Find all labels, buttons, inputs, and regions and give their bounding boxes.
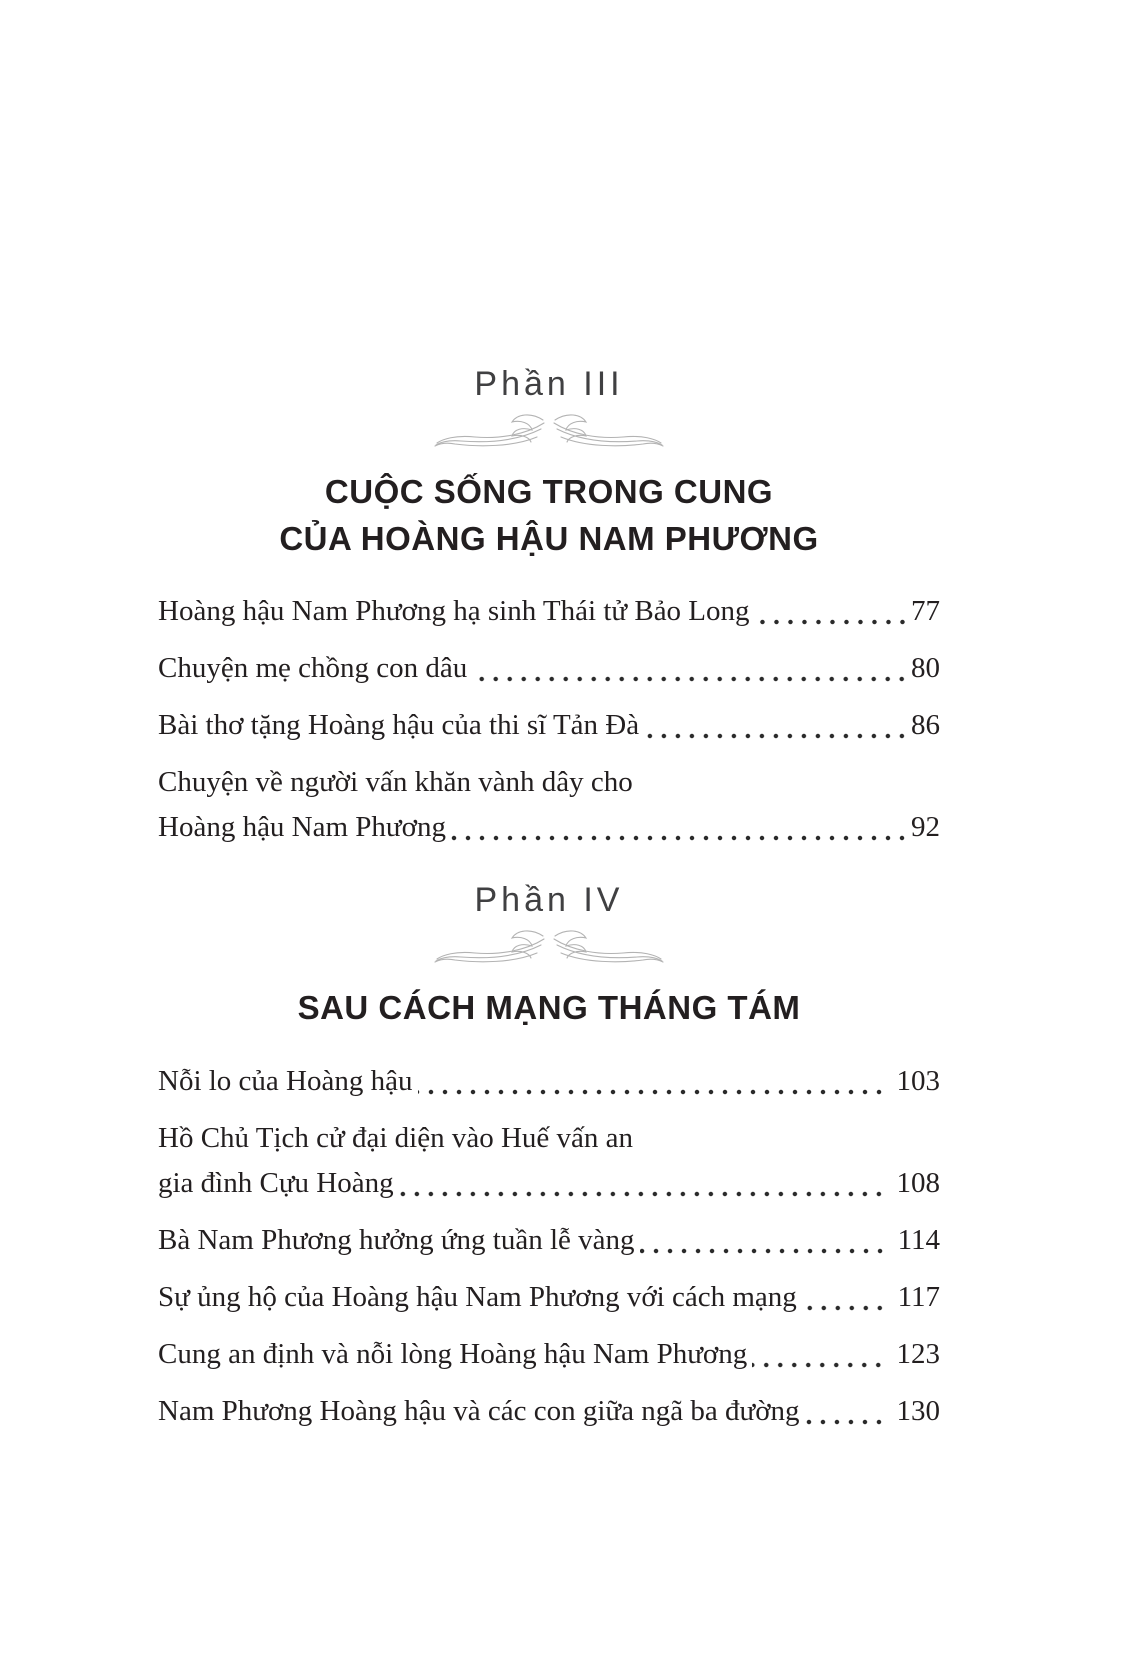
page-number: 130: [896, 1394, 940, 1427]
part-label: Phần III: [474, 365, 624, 403]
toc-entry: [158, 1332, 940, 1377]
dot-leader: [399, 1161, 887, 1206]
dot-leader: [805, 1389, 887, 1434]
page-number: 92: [911, 811, 940, 844]
entry-title: gia đình Cựu Hoàng: [158, 1166, 394, 1199]
section-divider-flourish-icon: [158, 410, 940, 452]
toc-entry: [158, 589, 940, 634]
dot-leader: [640, 1218, 888, 1263]
page-number: 77: [911, 595, 940, 628]
entry-last-line: [158, 589, 940, 634]
toc-entry: [158, 1389, 940, 1434]
page-number: 108: [896, 1166, 940, 1199]
page-number: 86: [911, 709, 940, 742]
page-number: 114: [897, 1223, 940, 1256]
entry-last-line: [158, 703, 940, 748]
entry-title: Chuyện mẹ chồng con dâu: [158, 652, 468, 685]
toc-entry: [158, 1275, 940, 1320]
entry-title: Cung an định và nỗi lòng Hoàng hậu Nam Phương: [158, 1337, 748, 1370]
page-number: 117: [897, 1280, 940, 1313]
page-number: 123: [896, 1337, 940, 1370]
entry-title: Nỗi lo của Hoàng hậu: [158, 1064, 413, 1097]
entry-last-line: [158, 646, 940, 691]
toc-entry: [158, 760, 940, 850]
entry-title: Hoàng hậu Nam Phương hạ sinh Thái tử Bảo Long: [158, 595, 750, 628]
entry-title-wrap-line: Chuyện về người vấn khăn vành dây cho: [158, 766, 633, 799]
entry-last-line: [158, 1332, 940, 1377]
toc-entry: [158, 1059, 940, 1104]
toc-content: [158, 0, 940, 1446]
dot-leader: [472, 646, 910, 691]
entry-list: [158, 589, 940, 850]
toc-entry: [158, 1116, 940, 1206]
entry-last-line: [158, 1275, 940, 1320]
section-title: CUỘC SỐNG TRONG CUNG CỦA HOÀNG HẬU NAM PHƯƠNG: [279, 473, 819, 557]
toc-entry: [158, 703, 940, 748]
entry-title: Sự ủng hộ của Hoàng hậu Nam Phương với cách mạng: [158, 1280, 797, 1313]
dot-leader: [644, 703, 910, 748]
dot-leader: [752, 1332, 886, 1377]
entry-title: Bài thơ tặng Hoàng hậu của thi sĩ Tản Đà: [158, 709, 640, 742]
dot-leader: [802, 1275, 888, 1320]
dot-leader: [755, 589, 910, 634]
entry-last-line: [158, 1059, 940, 1104]
entry-title: Hoàng hậu Nam Phương: [158, 811, 446, 844]
entry-title-wrap-line: Hồ Chủ Tịch cử đại diện vào Huế vấn an: [158, 1121, 634, 1154]
toc-section: [158, 364, 940, 850]
dot-leader: [451, 805, 910, 850]
entry-last-line: [158, 1389, 940, 1434]
toc-section: [158, 880, 940, 1433]
part-label: Phần IV: [474, 881, 624, 920]
entry-title: Bà Nam Phương hưởng ứng tuần lễ vàng: [158, 1223, 635, 1256]
page-number: 80: [911, 652, 940, 685]
toc-entry: [158, 646, 940, 691]
section-title: SAU CÁCH MẠNG THÁNG TÁM: [297, 989, 801, 1027]
entry-last-line: [158, 1218, 940, 1263]
toc-entry: [158, 1218, 940, 1263]
section-divider-flourish-icon: [158, 926, 940, 968]
page-number: 103: [896, 1064, 940, 1097]
entry-last-line: [158, 1161, 940, 1206]
entry-title: Nam Phương Hoàng hậu và các con giữa ngã ba đường: [158, 1394, 800, 1427]
dot-leader: [418, 1059, 887, 1104]
entry-last-line: [158, 805, 940, 850]
entry-list: [158, 1059, 940, 1434]
